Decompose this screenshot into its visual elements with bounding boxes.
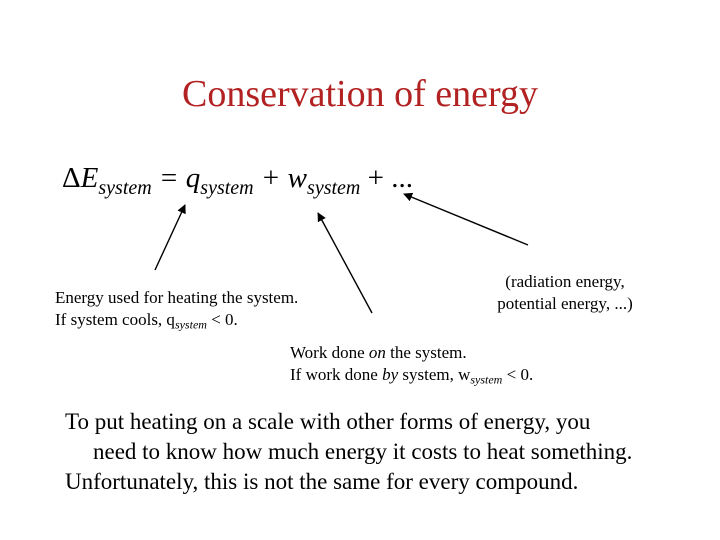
heating-note-subscript: system [174, 317, 207, 332]
radiation-note-line1: (radiation energy, [505, 272, 625, 291]
heating-note [55, 287, 298, 331]
arrow-to-other-terms [404, 194, 528, 245]
work-note-emphasis-by: by [382, 365, 399, 384]
work-note-line1 [290, 342, 533, 364]
equation-work-term: + w [253, 162, 308, 194]
energy-variable: E [80, 162, 99, 194]
equation-heat-term: = q [151, 162, 201, 194]
work-note-post: the system. [385, 343, 467, 362]
body-line-2: need to know how much energy it costs to heat something. [93, 439, 633, 464]
arrow-to-work-term [318, 213, 372, 313]
equation-subscript-heat: system [200, 177, 254, 199]
arrow-to-heat-term [155, 205, 185, 270]
heating-note-line2 [55, 309, 298, 331]
body-line-1: To put heating on a scale with other forms of energy, you [65, 409, 591, 434]
work-note-pre: Work done [290, 343, 369, 362]
equation-subscript-work: system [307, 177, 361, 199]
heating-note-text: If system cools, q [55, 310, 175, 329]
equation-subscript-energy: system [98, 177, 152, 199]
work-note-emphasis-on: on [368, 343, 386, 362]
work-note [290, 342, 533, 386]
work-note-line2 [290, 364, 533, 386]
work-note-condition: < 0. [502, 365, 534, 384]
body-line-3: Unfortunately, this is not the same for every compound. [65, 469, 579, 494]
equation-tail: + ... [360, 162, 413, 194]
slide-title: Conservation of energy [182, 73, 538, 115]
work-note-subscript: system [470, 372, 503, 387]
body-paragraph [65, 407, 705, 497]
radiation-note [470, 271, 660, 315]
work-note-line2-mid: system, w [398, 365, 471, 384]
radiation-note-line2: potential energy, ...) [497, 294, 633, 313]
heating-note-line1: Energy used for heating the system. [55, 288, 299, 307]
delta-symbol: Δ [62, 162, 81, 194]
work-note-line2-pre: If work done [290, 365, 383, 384]
heating-note-condition: < 0. [206, 310, 238, 329]
